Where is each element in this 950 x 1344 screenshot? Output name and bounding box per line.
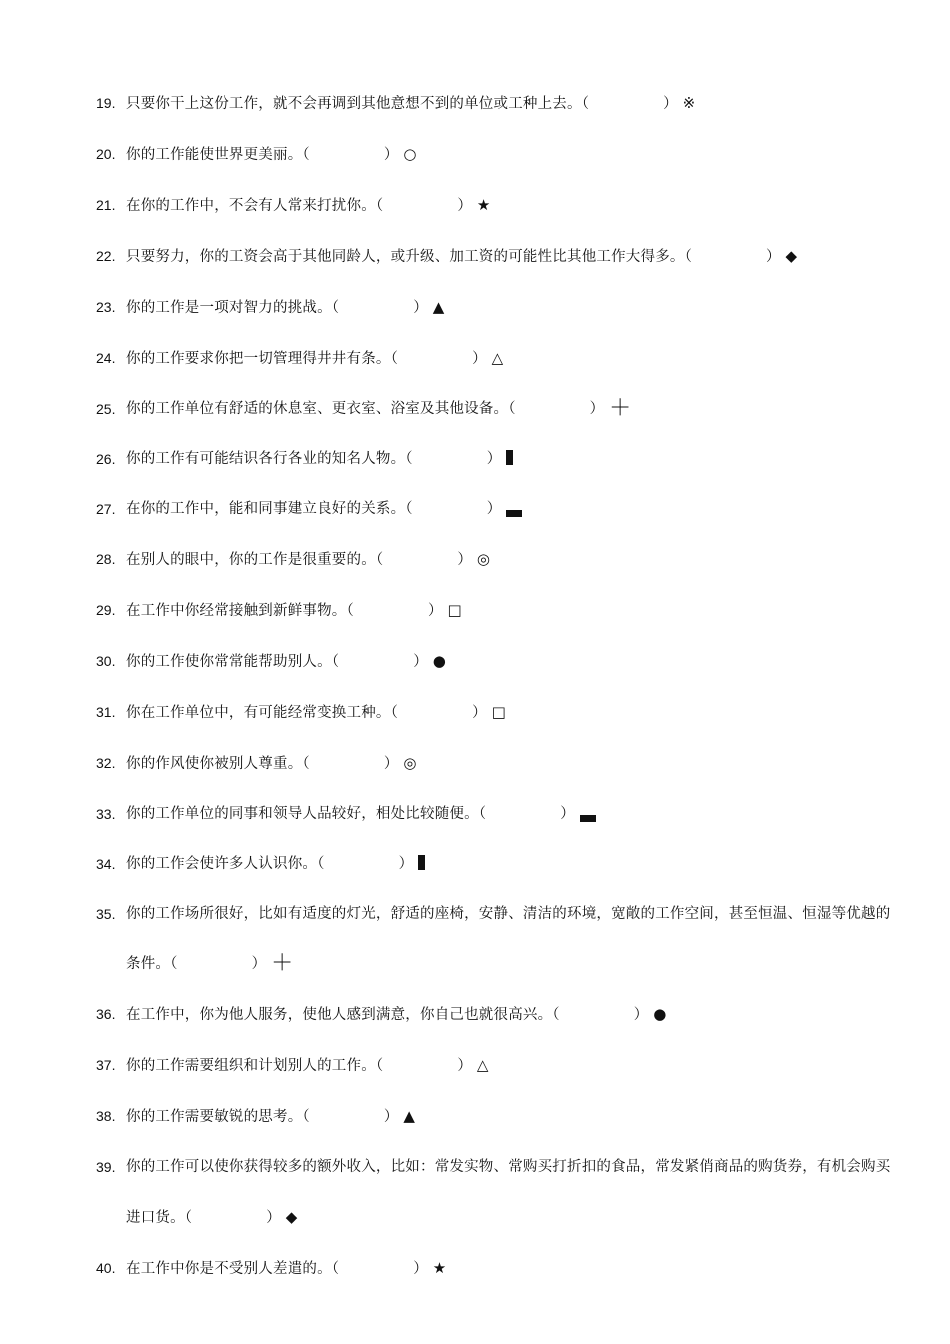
question-number: 27. (96, 501, 116, 517)
closing-bracket: ） (413, 654, 428, 670)
question-item (96, 78, 896, 129)
closing-bracket: ） (663, 96, 678, 112)
question-item (96, 989, 896, 1040)
question-text: 你的作风使你被别人尊重。（ (126, 756, 310, 772)
question-body (126, 889, 896, 989)
question-number: 36. (96, 1006, 116, 1022)
category-symbol-icon: ◎ (403, 754, 417, 772)
question-number: 32. (96, 755, 116, 771)
question-text: 你的工作场所很好，比如有适度的灯光，舒适的座椅，安静、清洁的环境，宽敞的工作空间，甚至恒温、恒湿等优越的条件。（ (126, 906, 891, 972)
question-item (96, 889, 896, 989)
question-body (126, 180, 896, 231)
question-body (126, 484, 896, 534)
question-item (96, 585, 896, 636)
question-number: 37. (96, 1057, 116, 1073)
question-number: 38. (96, 1108, 116, 1124)
question-body (126, 636, 896, 687)
question-body (126, 434, 896, 484)
question-number: 33. (96, 806, 116, 822)
category-symbol-icon: ◆ (785, 247, 798, 265)
question-item (96, 738, 896, 789)
vertical-bar-symbol-icon (506, 450, 513, 465)
closing-bracket: ） (383, 147, 399, 163)
closing-bracket: ） (266, 1210, 281, 1226)
category-symbol-icon: ○ (403, 145, 417, 163)
question-body (126, 1142, 896, 1243)
question-item (96, 687, 896, 738)
question-body (126, 282, 896, 333)
question-item (96, 789, 896, 839)
category-symbol-icon: ◆ (285, 1208, 298, 1226)
question-number: 24. (96, 350, 116, 366)
question-text: 你的工作需要敏锐的思考。（ (126, 1109, 310, 1125)
category-symbol-icon: ● (432, 652, 446, 670)
category-symbol-icon: ● (653, 1005, 667, 1023)
question-body (126, 333, 896, 384)
question-list (96, 78, 896, 1294)
horizontal-bar-symbol-icon (580, 815, 596, 822)
question-item (96, 636, 896, 687)
closing-bracket: ） (457, 198, 472, 214)
question-item (96, 1091, 896, 1142)
question-text: 你在工作单位中，有可能经常变换工种。（ (126, 705, 399, 721)
question-text: 只要努力，你的工资会高于其他同龄人，或升级、加工资的可能性比其他工作大得多。（ (126, 249, 693, 265)
question-number: 31. (96, 704, 116, 720)
question-item (96, 1040, 896, 1091)
closing-bracket: ） (413, 300, 428, 316)
question-body (126, 687, 896, 738)
closing-bracket: ） (457, 552, 472, 568)
question-item (96, 839, 896, 889)
question-number: 20. (96, 146, 116, 162)
question-text: 在工作中你是不受别人差遣的。（ (126, 1261, 340, 1277)
closing-bracket: ） (486, 501, 502, 517)
question-body (126, 738, 896, 789)
question-body (126, 534, 896, 585)
closing-bracket: ） (427, 603, 443, 619)
question-number: 26. (96, 451, 116, 467)
question-text: 在工作中，你为他人服务，使他人感到满意，你自己也就很高兴。（ (126, 1007, 560, 1023)
category-symbol-icon: ▲ (403, 1107, 415, 1125)
question-body (126, 789, 896, 839)
question-body (126, 585, 896, 636)
question-text: 你的工作需要组织和计划别人的工作。（ (126, 1058, 384, 1074)
category-symbol-icon: □ (447, 601, 462, 619)
question-text: 你的工作是一项对智力的挑战。（ (126, 300, 340, 316)
question-text: 在别人的眼中，你的工作是很重要的。（ (126, 552, 384, 568)
closing-bracket: ） (486, 451, 502, 467)
category-symbol-icon: ★ (432, 1259, 447, 1277)
question-text: 只要你干上这份工作，就不会再调到其他意想不到的单位或工种上去。（ (126, 96, 590, 112)
question-body (126, 384, 896, 434)
category-symbol-icon: ★ (476, 196, 491, 214)
category-symbol-icon: △ (476, 1056, 489, 1074)
question-body (126, 231, 896, 282)
category-symbol-icon: ＋ (609, 396, 632, 421)
category-symbol-icon: ◎ (476, 550, 490, 568)
question-item (96, 1243, 896, 1294)
question-text: 你的工作有可能结识各行各业的知名人物。（ (126, 451, 413, 467)
question-number: 39. (96, 1159, 116, 1175)
question-item (96, 434, 896, 484)
question-number: 25. (96, 401, 116, 417)
horizontal-bar-symbol-icon (506, 510, 522, 517)
question-number: 22. (96, 248, 116, 264)
question-item (96, 384, 896, 434)
closing-bracket: ） (560, 806, 575, 822)
question-item (96, 282, 896, 333)
category-symbol-icon: ▲ (432, 298, 445, 316)
question-number: 30. (96, 653, 116, 669)
question-text: 你的工作可以使你获得较多的额外收入，比如：常发实物、常购买打折扣的食品，常发紧俏商品的购货券，有机会购买进口货。（ (126, 1159, 891, 1226)
question-body (126, 1091, 896, 1142)
question-text: 你的工作单位的同事和领导人品较好，相处比较随便。（ (126, 806, 487, 822)
question-text: 在你的工作中，能和同事建立良好的关系。（ (126, 501, 413, 517)
closing-bracket: ） (413, 1261, 428, 1277)
closing-bracket: ） (457, 1058, 472, 1074)
question-item (96, 180, 896, 231)
question-number: 23. (96, 299, 116, 315)
closing-bracket: ） (633, 1007, 649, 1023)
question-text: 在工作中你经常接触到新鲜事物。（ (126, 603, 354, 619)
question-text: 你的工作单位有舒适的休息室、更衣室、浴室及其他设备。（ (126, 401, 516, 417)
question-item (96, 484, 896, 534)
question-number: 28. (96, 551, 116, 567)
closing-bracket: ） (472, 351, 487, 367)
question-body (126, 839, 896, 889)
vertical-bar-symbol-icon (418, 855, 425, 870)
question-text: 你的工作会使许多人认识你。（ (126, 856, 325, 872)
question-item (96, 1142, 896, 1243)
closing-bracket: ） (383, 1109, 399, 1125)
closing-bracket: ） (589, 401, 605, 417)
question-number: 34. (96, 856, 116, 872)
question-body (126, 78, 896, 129)
question-item (96, 231, 896, 282)
closing-bracket: ） (251, 956, 267, 972)
question-number: 40. (96, 1260, 116, 1276)
question-body (126, 989, 896, 1040)
question-item (96, 534, 896, 585)
category-symbol-icon: ※ (682, 94, 696, 112)
closing-bracket: ） (383, 756, 399, 772)
question-text: 在你的工作中，不会有人常来打扰你。（ (126, 198, 384, 214)
question-text: 你的工作要求你把一切管理得井井有条。（ (126, 351, 399, 367)
category-symbol-icon: △ (491, 349, 504, 367)
question-item (96, 333, 896, 384)
closing-bracket: ） (766, 249, 781, 265)
category-symbol-icon: ＋ (271, 951, 294, 976)
question-text: 你的工作能使世界更美丽。（ (126, 147, 310, 163)
question-body (126, 129, 896, 180)
question-text: 你的工作使你常常能帮助别人。（ (126, 654, 340, 670)
question-number: 19. (96, 95, 116, 111)
question-body (126, 1040, 896, 1091)
closing-bracket: ） (472, 705, 487, 721)
question-body (126, 1243, 896, 1294)
question-item (96, 129, 896, 180)
category-symbol-icon: □ (491, 703, 506, 721)
closing-bracket: ） (398, 856, 414, 872)
question-number: 35. (96, 906, 116, 922)
question-number: 21. (96, 197, 116, 213)
question-number: 29. (96, 602, 116, 618)
